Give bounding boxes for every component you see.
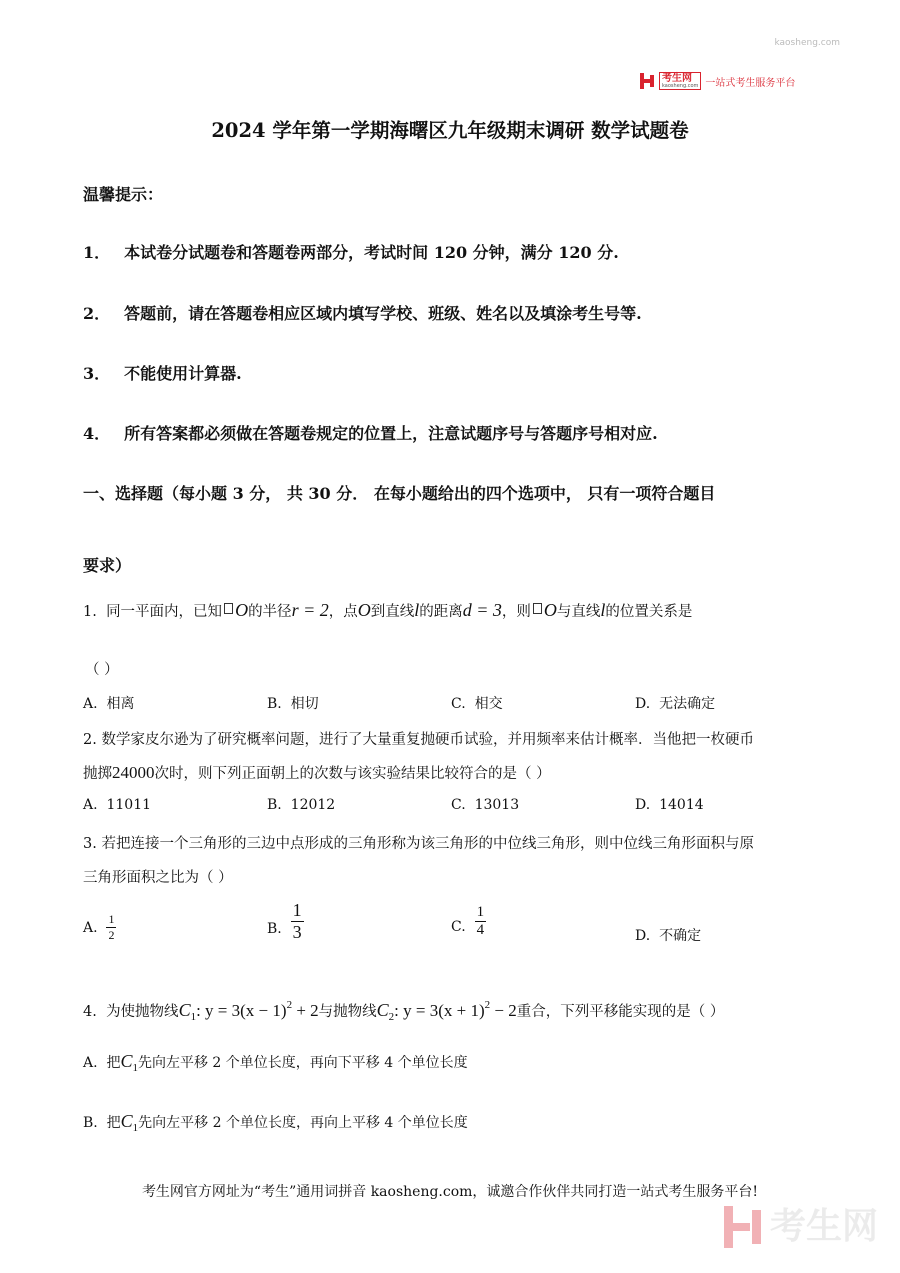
tip-number: 1． (83, 243, 111, 262)
fraction (291, 900, 304, 943)
option-text: 12012 (290, 797, 336, 813)
option-text: 相离 (106, 696, 135, 712)
q2-option-d (635, 797, 704, 813)
option-label: C. (451, 918, 466, 935)
option-label: A. (83, 1055, 98, 1071)
logo-slogan: 一站式考生服务平台 (705, 77, 796, 89)
question-3: 3. 若把连接一个三角形的三边中点形成的三角形称为该三角形的中位线三角形，则中位线三角形面积与原 (83, 836, 754, 852)
math-C1: C (120, 1111, 133, 1131)
option-text: 先向左平移 2 个单位长度，再向下平移 4 个单位长度 (137, 1055, 468, 1071)
section-heading: 一、选择题（每小题 3 分， 共 30 分． 在每小题给出的四个选项中， 只有一项符合题目 (83, 484, 716, 503)
fraction-denominator: 4 (476, 922, 485, 938)
tip-text: 不能使用计算器. (124, 364, 242, 383)
option-text: 相切 (290, 696, 319, 712)
math-C2: C (376, 1000, 389, 1020)
option-text: 不确定 (659, 928, 702, 944)
math-equation-1: : y = 3(x − 1) (196, 1001, 287, 1020)
tips-heading: 温馨提示： (83, 185, 164, 204)
option-text: 13013 (474, 797, 520, 813)
fraction-numerator: 1 (292, 900, 302, 920)
q1-option-d (635, 693, 715, 713)
q1-text: 到直线 (370, 604, 415, 620)
watermark-sub: kaosheng.com (774, 38, 840, 48)
option-label: B. (267, 696, 282, 712)
q1-text: ，则 (501, 604, 531, 620)
circle-symbol-icon (224, 603, 233, 614)
page-title: 2024 学年第一学期海曙区九年级期末调研 数学试题卷 (211, 119, 689, 142)
q2-option-a (83, 797, 151, 813)
q2-option-c (451, 797, 519, 813)
question-number: 1. (83, 604, 97, 620)
option-text: 14014 (659, 797, 704, 813)
q1-text: 与直线 (556, 604, 601, 620)
q4-option-a (83, 1046, 468, 1083)
logo-mark-icon (640, 73, 656, 89)
q1-option-b (267, 693, 319, 713)
q3-option-b (267, 900, 304, 943)
tip-item-2 (83, 301, 642, 324)
tip-number: 2． (83, 304, 111, 323)
logo-box (659, 72, 701, 90)
math-equation-2-tail: − 2 (490, 1001, 517, 1020)
q1-text: 的半径 (248, 604, 292, 620)
watermark-logo (724, 1206, 878, 1248)
tip-text: 所有答案都必须做在答题卷规定的位置上，注意试题序号与答题序号相对应. (124, 424, 658, 443)
q1-text: 的位置关系是 (605, 604, 693, 620)
math-subscript: 2 (388, 1011, 395, 1023)
tip-text: 本试卷分试题卷和答题卷两部分，考试时间 120 分钟，满分 120 分. (124, 243, 619, 262)
option-text: 把 (106, 1115, 121, 1131)
q2-number: 24000 (112, 763, 155, 782)
q2-option-b (267, 797, 335, 813)
math-exponent: 2 (286, 999, 293, 1011)
tip-number: 4． (83, 424, 111, 443)
q4-option-b (83, 1106, 468, 1143)
option-label: D. (635, 797, 651, 813)
math-C1: C (120, 1051, 133, 1071)
math-l: l (414, 600, 420, 620)
math-equation-1-tail: + 2 (292, 1001, 319, 1020)
q1-text: 同一平面内，已知 (106, 604, 223, 620)
math-r: r = 2 (291, 600, 329, 620)
logo-text: 考生网 (662, 73, 692, 84)
option-label: A. (83, 797, 98, 813)
tip-item-3 (83, 361, 242, 384)
option-label: B. (267, 797, 282, 813)
q4-text: 与抛物线 (318, 1004, 377, 1020)
q1-text: 的距离 (419, 604, 463, 620)
header-logo (640, 72, 795, 90)
tip-number: 3． (83, 364, 111, 383)
option-text: 先向左平移 2 个单位长度，再向上平移 4 个单位长度 (138, 1115, 468, 1131)
question-2: 2. 数学家皮尔逊为了研究概率问题，进行了大量重复抛硬币试验，并用频率来估计概率．当他把一枚硬币 (83, 732, 754, 748)
option-label: C. (451, 797, 466, 813)
math-O: O (235, 600, 249, 620)
option-text: 11011 (106, 797, 152, 813)
q4-text: 为使抛物线 (106, 1004, 179, 1020)
watermark-mark-icon (724, 1206, 764, 1248)
fraction (475, 904, 487, 939)
math-subscript: 1 (132, 1122, 139, 1134)
math-l: l (600, 600, 606, 620)
q3-option-d (635, 925, 701, 945)
math-exponent: 2 (484, 999, 491, 1011)
question-2-cont (83, 762, 551, 783)
q1-text: ，点 (328, 604, 358, 620)
q1-option-c (451, 693, 503, 713)
math-subscript: 1 (132, 1062, 138, 1074)
fraction-numerator: 1 (476, 904, 485, 920)
question-4 (83, 990, 724, 1032)
option-label: A. (83, 919, 98, 936)
option-text: 把 (106, 1055, 121, 1071)
tip-text: 答题前，请在答题卷相应区域内填写学校、班级、姓名以及填涂考生号等. (124, 304, 642, 323)
option-text: 相交 (474, 696, 503, 712)
q1-answer-paren: （ ） (85, 662, 119, 678)
q2-text: 抛掷 (83, 766, 112, 782)
footer-text: 考生网官方网址为“考生”通用词拼音 kaosheng.com，诚邀合作伙伴共同打造一站式考生服务平台! (141, 1184, 759, 1200)
q3-option-a (83, 912, 116, 943)
option-label: A. (83, 696, 98, 712)
option-label: D. (635, 696, 651, 712)
math-d: d = 3 (462, 600, 502, 620)
option-label: B. (83, 1115, 98, 1131)
circle-symbol-icon (533, 603, 542, 614)
option-label: B. (267, 920, 282, 937)
question-number: 4. (83, 1004, 97, 1020)
q4-text: 重合，下列平移能实现的是（ ） (516, 1004, 725, 1020)
watermark-text: 考生网 (769, 1206, 878, 1247)
option-label: C. (451, 696, 466, 712)
question-3-cont: 三角形面积之比为（ ） (83, 870, 233, 886)
q1-option-a (83, 693, 134, 713)
math-C1: C (178, 1000, 191, 1020)
fraction-denominator: 3 (292, 922, 302, 942)
tip-item-1 (83, 240, 619, 263)
math-subscript: 1 (190, 1011, 197, 1023)
question-1 (83, 596, 692, 626)
q2-text: 次时，则下列正面朝上的次数与该实验结果比较符合的是（ ） (154, 766, 551, 782)
option-label: D. (635, 928, 651, 944)
logo-sub: kaosheng.com (662, 83, 699, 89)
fraction-numerator: 1 (108, 912, 115, 926)
math-equation-2: : y = 3(x + 1) (394, 1001, 485, 1020)
math-O: O (357, 600, 371, 620)
section-heading-cont: 要求） (83, 556, 132, 575)
tip-item-4 (83, 421, 658, 444)
option-text: 无法确定 (659, 696, 716, 712)
q3-option-c (451, 904, 486, 939)
math-O: O (543, 600, 557, 620)
fraction-denominator: 2 (108, 928, 115, 942)
fraction (106, 912, 116, 943)
